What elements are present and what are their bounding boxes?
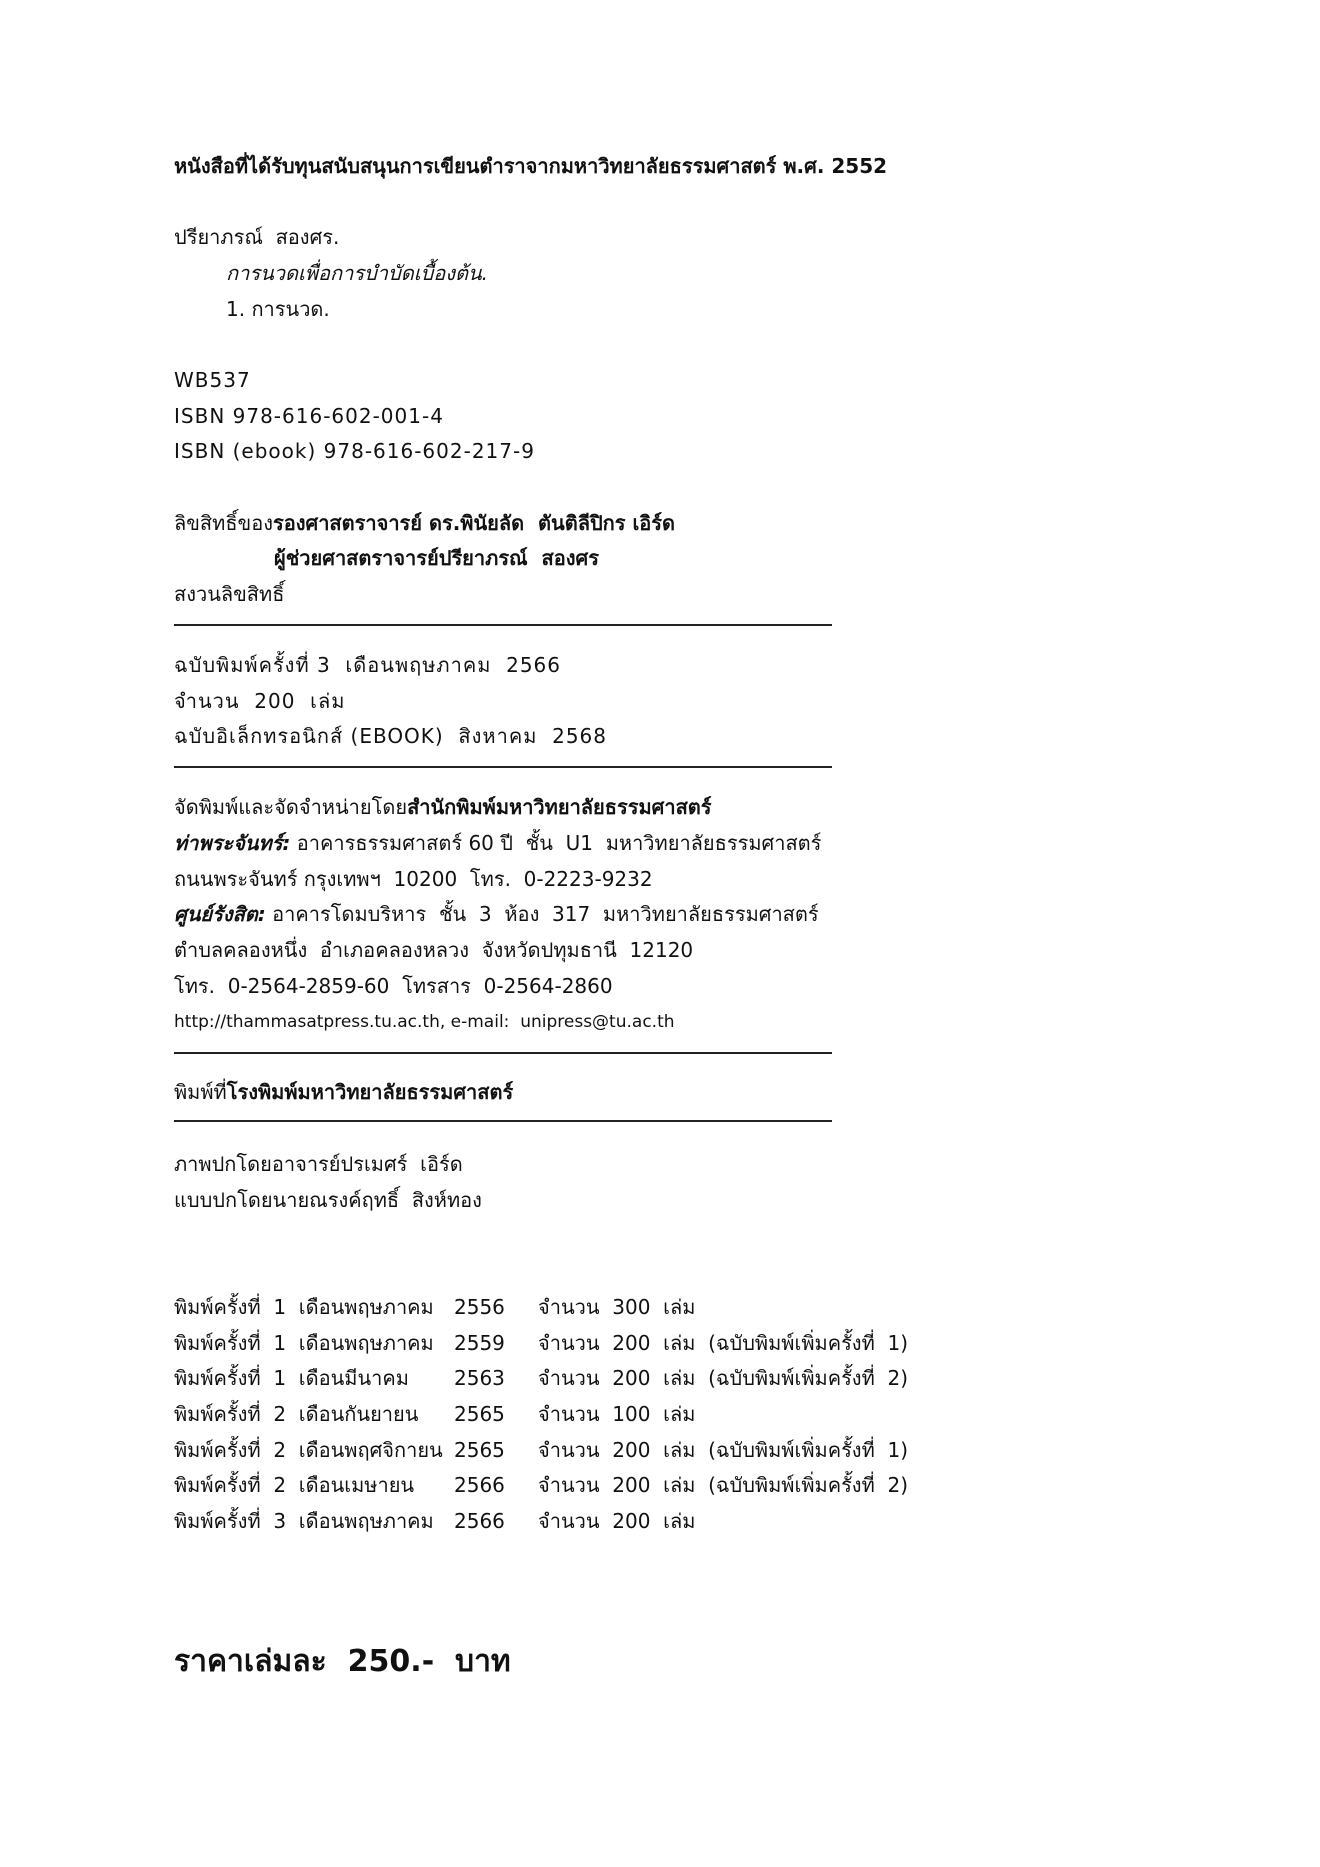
history-quantity: จำนวน 100 เล่ม (538, 1402, 696, 1426)
call-number: WB537 (174, 368, 251, 392)
funding-note: หนังสือที่ได้รับทุนสนับสนุนการเขียนตำราจากมหาวิทยาลัยธรรมศาสตร์ พ.ศ. 2552 (174, 154, 888, 178)
catalog-title: การนวดเพื่อการบำบัดเบื้องต้น. (226, 261, 489, 285)
catalog-author: ปรียาภรณ์ สองศร. (174, 225, 340, 249)
divider (174, 624, 832, 626)
divider (174, 1120, 832, 1122)
edition-ebook: ฉบับอิเล็กทรอนิกส์ (EBOOK) สิงหาคม 2568 (174, 724, 607, 748)
history-year: 2556 (454, 1295, 505, 1319)
history-edition: พิมพ์ครั้งที่ 1 เดือนมีนาคม (174, 1366, 409, 1390)
history-quantity: จำนวน 200 เล่ม (ฉบับพิมพ์เพิ่มครั้งที่ 2) (538, 1473, 908, 1497)
campus1-address-2: ถนนพระจันทร์ กรุงเทพฯ 10200 โทร. 0-2223-9232 (174, 867, 653, 891)
history-quantity: จำนวน 200 เล่ม (ฉบับพิมพ์เพิ่มครั้งที่ 2) (538, 1366, 908, 1390)
history-year: 2565 (454, 1438, 505, 1462)
catalog-subject: 1. การนวด. (226, 297, 330, 321)
campus1-label: ท่าพระจันทร์: (174, 831, 291, 855)
history-year: 2566 (454, 1509, 505, 1533)
isbn-ebook: ISBN (ebook) 978-616-602-217-9 (174, 439, 535, 463)
printer-name: โรงพิมพ์มหาวิทยาลัยธรรมศาสตร์ (226, 1080, 514, 1104)
divider (174, 766, 832, 768)
campus1-address: อาคารธรรมศาสตร์ 60 ปี ชั้น U1 มหาวิทยาลัยธรรมศาสตร์ (290, 831, 822, 855)
web-email: http://thammasatpress.tu.ac.th, e-mail: unipress@tu.ac.th (174, 1012, 675, 1032)
copyright-holder-2: ผู้ช่วยศาสตราจารย์ปรียาภรณ์ สองศร (274, 546, 599, 570)
publisher-name: สำนักพิมพ์มหาวิทยาลัยธรรมศาสตร์ (407, 795, 712, 819)
history-edition: พิมพ์ครั้งที่ 1 เดือนพฤษภาคม (174, 1295, 434, 1319)
cover-art-credit: ภาพปกโดยอาจารย์ปรเมศร์ เอิร์ด (174, 1152, 463, 1176)
history-edition: พิมพ์ครั้งที่ 1 เดือนพฤษภาคม (174, 1331, 434, 1355)
history-quantity: จำนวน 200 เล่ม (ฉบับพิมพ์เพิ่มครั้งที่ 1) (538, 1331, 908, 1355)
history-edition: พิมพ์ครั้งที่ 3 เดือนพฤษภาคม (174, 1509, 434, 1533)
copyright-prefix: ลิขสิทธิ์ของ (174, 511, 273, 535)
campus1-line (174, 829, 821, 857)
history-quantity: จำนวน 300 เล่ม (538, 1295, 696, 1319)
history-edition: พิมพ์ครั้งที่ 2 เดือนเมษายน (174, 1473, 415, 1497)
campus2-address: อาคารโดมบริหาร ชั้น 3 ห้อง 317 มหาวิทยาลัยธรรมศาสตร์ (265, 902, 819, 926)
printer-prefix: พิมพ์ที่ (174, 1080, 227, 1104)
print-history-row (174, 1507, 1074, 1647)
history-quantity: จำนวน 200 เล่ม (538, 1509, 696, 1533)
history-edition: พิมพ์ครั้งที่ 2 เดือนพฤศจิกายน (174, 1438, 443, 1462)
phone-fax: โทร. 0-2564-2859-60 โทรสาร 0-2564-2860 (174, 974, 613, 998)
history-year: 2559 (454, 1331, 505, 1355)
cover-design-credit: แบบปกโดยนายณรงค์ฤทธิ์ สิงห์ทอง (174, 1188, 482, 1212)
edition-quantity: จำนวน 200 เล่ม (174, 689, 346, 713)
history-year: 2565 (454, 1402, 505, 1426)
isbn: ISBN 978-616-602-001-4 (174, 404, 444, 428)
campus2-address-2: ตำบลคลองหนึ่ง อำเภอคลองหลวง จังหวัดปทุมธานี 12120 (174, 938, 694, 962)
divider (174, 1052, 832, 1054)
copyright-holders-line (174, 509, 675, 537)
printer-line (174, 1078, 513, 1106)
publisher-line (174, 793, 712, 821)
publisher-prefix: จัดพิมพ์และจัดจำหน่ายโดย (174, 795, 408, 819)
edition-printing: ฉบับพิมพ์ครั้งที่ 3 เดือนพฤษภาคม 2566 (174, 653, 562, 677)
price: ราคาเล่มละ 250.- บาท (174, 1644, 511, 1679)
campus2-line (174, 900, 819, 928)
campus2-label: ศูนย์รังสิต: (174, 902, 266, 926)
history-quantity: จำนวน 200 เล่ม (ฉบับพิมพ์เพิ่มครั้งที่ 1) (538, 1438, 908, 1462)
copyright-holder-1: รองศาสตราจารย์ ดร.พินัยลัด ตันติลีปิกร เอิร์ด (272, 511, 676, 535)
history-edition: พิมพ์ครั้งที่ 2 เดือนกันยายน (174, 1402, 419, 1426)
history-year: 2566 (454, 1473, 505, 1497)
copyright-reserved: สงวนลิขสิทธิ์ (174, 582, 285, 606)
history-year: 2563 (454, 1366, 505, 1390)
